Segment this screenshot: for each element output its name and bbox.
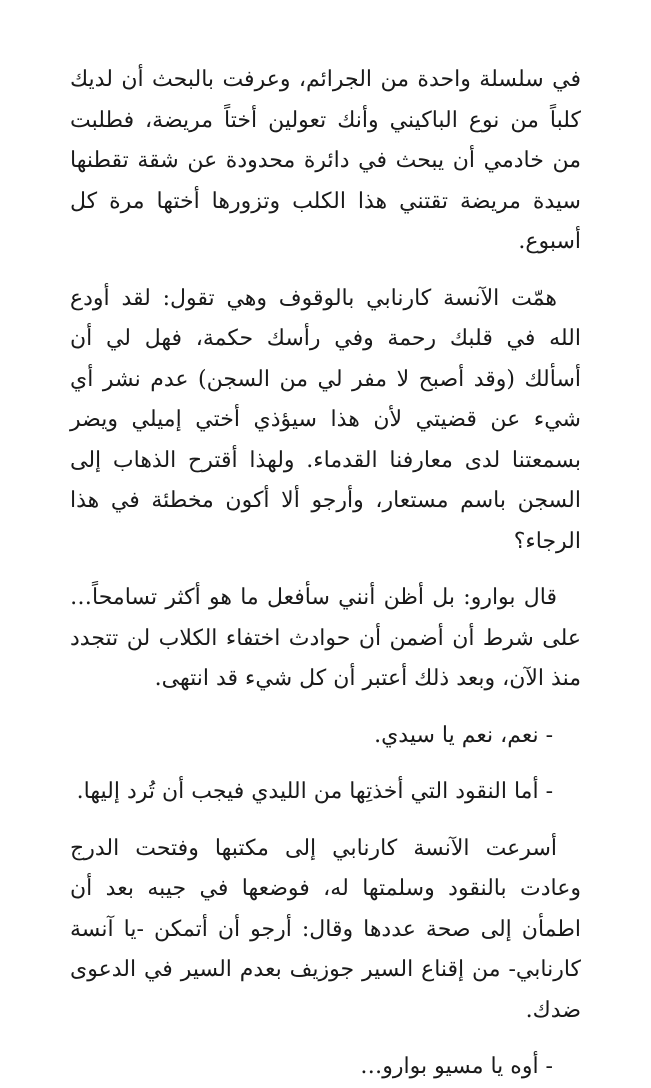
dialogue-line-1: - نعم، نعم يا سيدي. bbox=[374, 722, 553, 748]
paragraph-1: في سلسلة واحدة من الجرائم، وعرفت بالبحث أن لديك كلباً من نوع الباكيني وأنك تعولين أختاً مريضة، فطلبت من خادمي أن يبحث في دائرة محدودة عن شقة تقطنها سيدة مريضة تقتني هذا الكلب وتزورها أختها مرة كل أسبوع. bbox=[70, 67, 581, 254]
dialogue-line-3: - أوه يا مسيو بوارو… bbox=[360, 1054, 553, 1079]
dialogue-line-2: - أما النقود التي أخذتِها من الليدي فيجب أن تُرد إليها. bbox=[76, 779, 553, 804]
paragraph-3: قال بوارو: بل أظن أنني سأفعل ما هو أكثر تسامحاً… على شرط أن أضمن أن حوادث اختفاء الكلاب لن تتجدد منذ الآن، وبعد ذلك أعتبر أن كل شيء قد انتهى. bbox=[70, 585, 581, 691]
paragraph-2: همّت الآنسة كارنابي بالوقوف وهي تقول: لقد أودع الله في قلبك رحمة وفي رأسك حكمة، فهل لي أن أسألك (وقد أصبح لا مفر لي من السجن) عدم نشر أي شيء عن قضيتي لأن هذا سيؤذي أختي إميلي ويضر بسمعتنا لدى معارفنا القدماء. ولهذا أقترح الذهاب إلى السجن باسم مستعار، وأرجو ألا أكون مخطئة في هذا الرجاء؟ bbox=[70, 285, 581, 554]
paragraph-4: أسرعت الآنسة كارنابي إلى مكتبها وفتحت الدرج وعادت بالنقود وسلمتها له، فوضعها في جيبه بعد أن اطمأن إلى صحة عددها وقال: أرجو أن أتمكن -يا آنسة كارنابي- من إقناع السير جوزيف بعدم السير في الدعوى ضدك. bbox=[70, 835, 581, 1023]
